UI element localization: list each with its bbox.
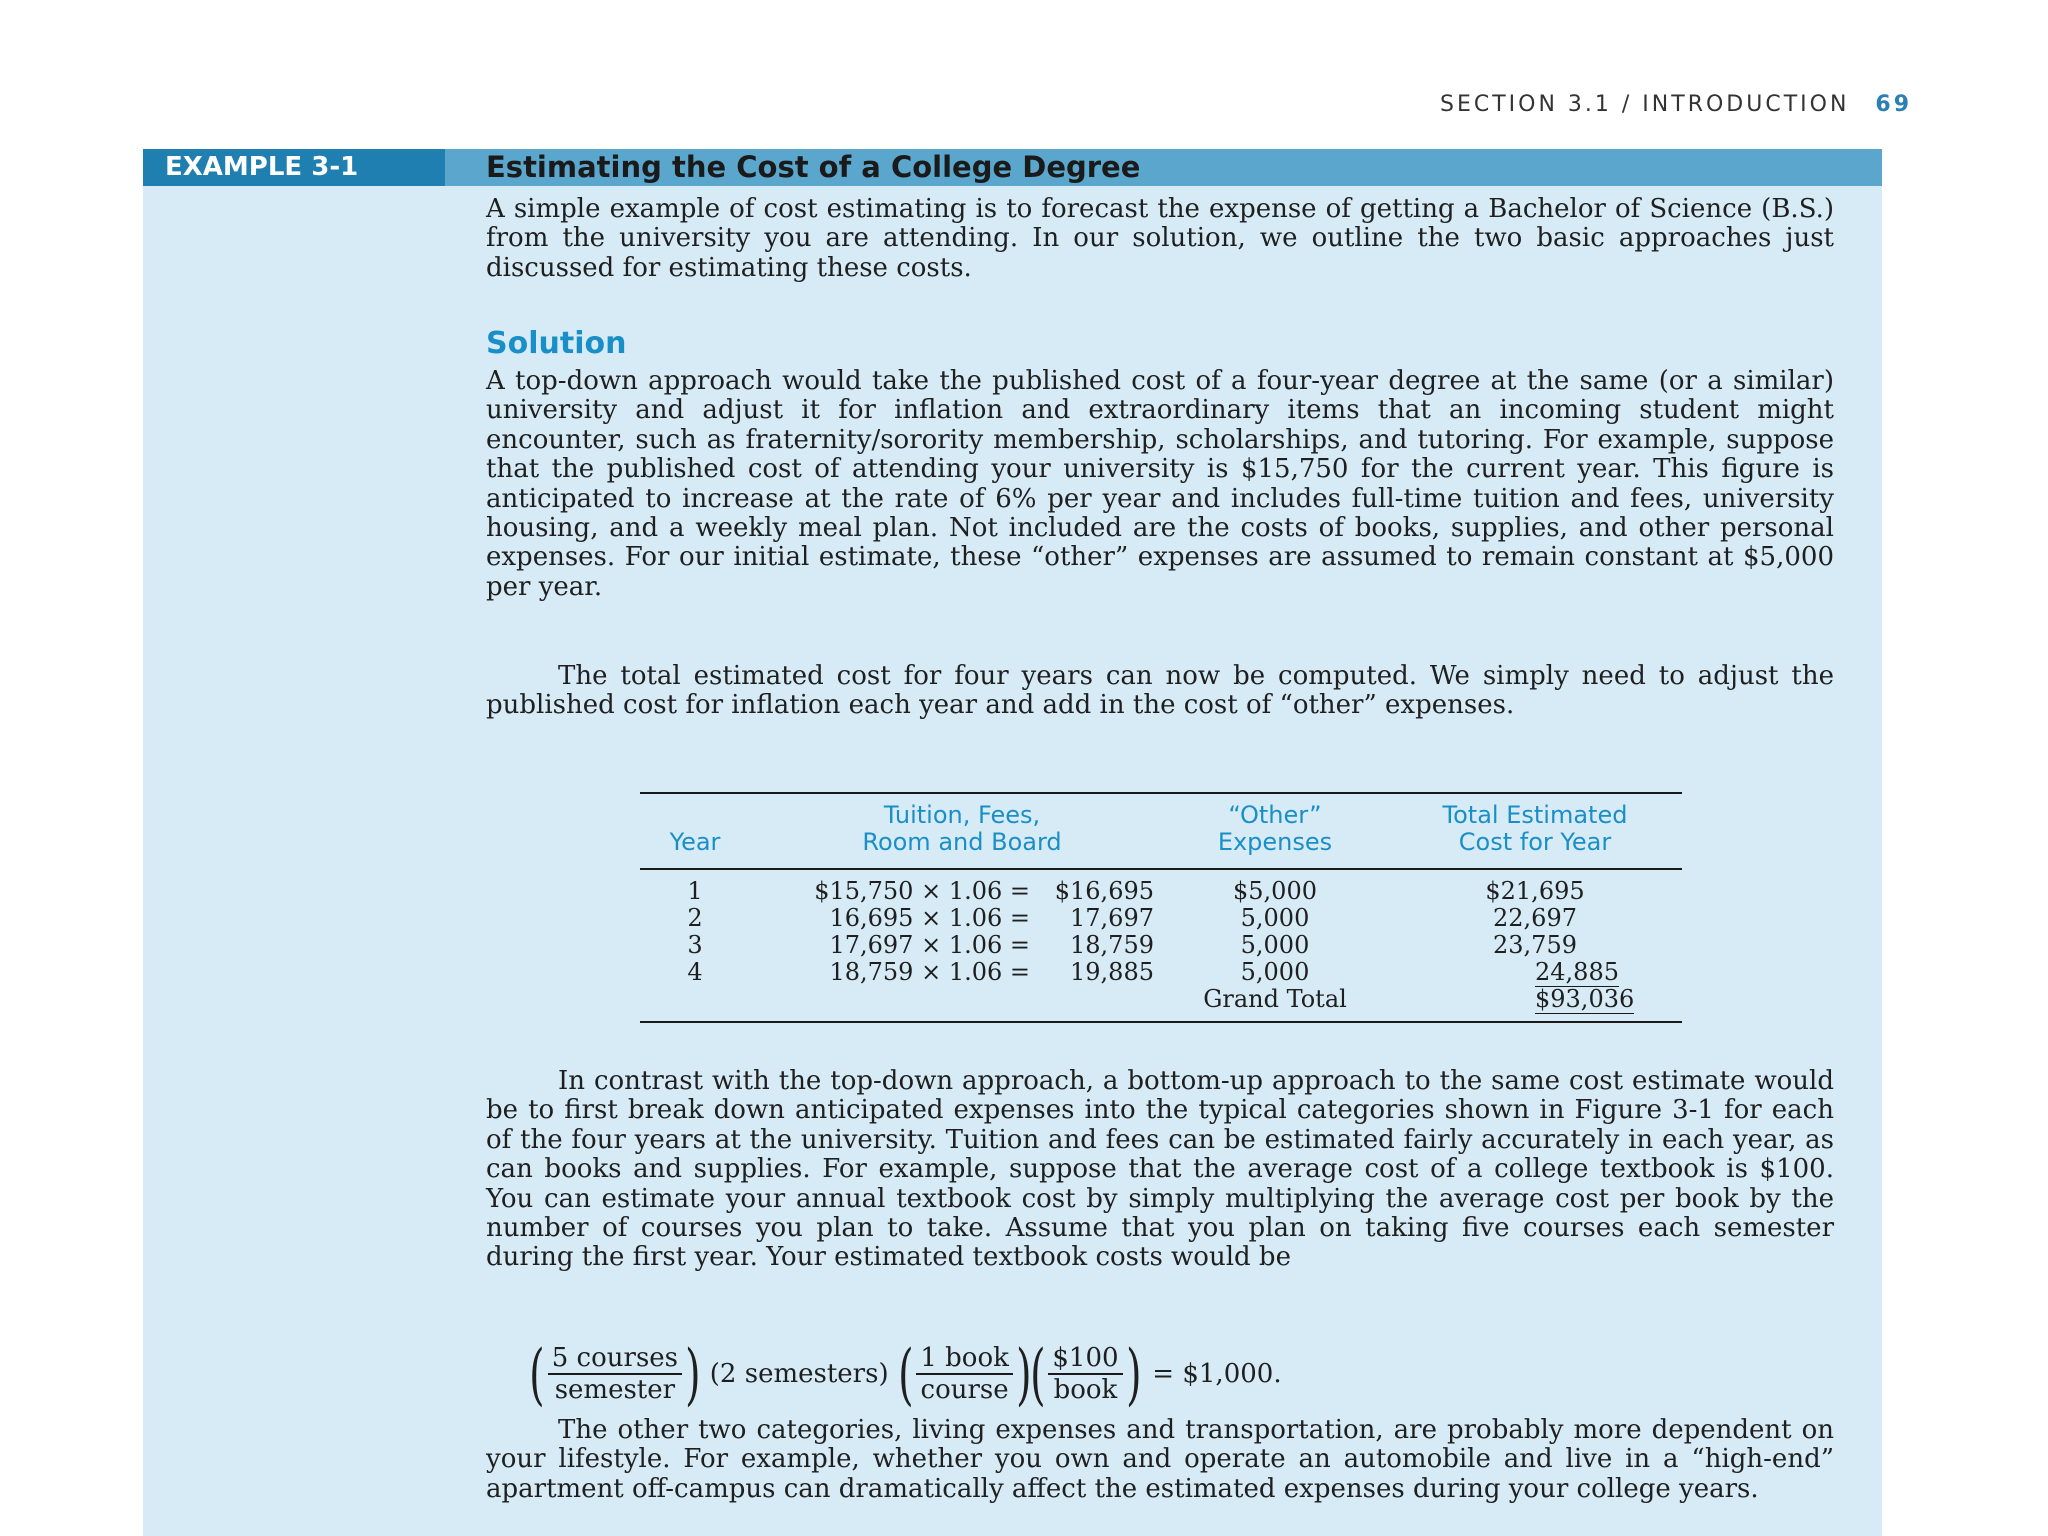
cell-calc: $15,750 × 1.06 = [814, 877, 1030, 905]
table-bottom-rule [640, 1021, 1682, 1023]
cell-calc: 16,695 × 1.06 = [829, 904, 1030, 932]
cell-other: 5,000 [1240, 931, 1310, 959]
numerator: $100 [1048, 1343, 1122, 1375]
cell-year: 2 [687, 904, 703, 932]
table-row [640, 905, 1682, 932]
running-head [1440, 92, 1913, 117]
fraction-courses [548, 1343, 682, 1405]
cell-result: 17,697 [1070, 904, 1154, 932]
cell-year: 3 [687, 931, 703, 959]
table-header [640, 794, 1682, 868]
numerator: 1 book [916, 1343, 1013, 1375]
header-other-2: Expenses [1217, 828, 1333, 856]
denominator: book [1053, 1375, 1118, 1405]
grand-total-label: Grand Total [1203, 985, 1347, 1013]
fraction-price [1048, 1343, 1122, 1405]
grand-total-row [640, 986, 1682, 1013]
numerator: 5 courses [548, 1343, 682, 1375]
example-tag: EXAMPLE 3-1 [143, 149, 445, 186]
paragraph-other-categories: The other two categories, living expenses and transportation, are probably more dependent on your lifestyle. For example, whether you own and operate an automobile and live in a “high-end” apartment off-campus can dramatically affect the estimated expenses during your college years. [486, 1415, 1834, 1504]
paren-open: ( [529, 1335, 545, 1413]
cell-result: $16,695 [1054, 877, 1154, 905]
header-tuition-2: Room and Board [862, 828, 1062, 856]
cell-total: $21,695 [1485, 877, 1585, 905]
intro-paragraph: A simple example of cost estimating is to forecast the expense of getting a Bachelor of Science (B.S.) from the university you are attending. In our solution, we outline the two basic approaches just discussed for estimating these costs. [486, 194, 1834, 283]
paragraph-top-down: A top-down approach would take the published cost of a four-year degree at the same (or a similar) university and adjust it for inflation and extraordinary items that an incoming student might encounter, such as fraternity/sorority membership, scholarships, and tutoring. For example, suppose that the published cost of attending your university is $15,750 for the current year. This figure is anticipated to increase at the rate of 6% per year and includes full-time tuition and fees, university housing, and a weekly meal plan. Not included are the costs of books, supplies, and other personal expenses. For our initial estimate, these “other” expenses are assumed to remain constant at $5,000 per year. [486, 366, 1834, 602]
header-other-1: “Other” [1228, 801, 1322, 829]
cell-year: 4 [687, 958, 703, 986]
cell-total: 23,759 [1493, 931, 1577, 959]
textbook-equation [529, 1335, 1282, 1413]
header-total-1: Total Estimated [1442, 801, 1628, 829]
equation-result: = $1,000. [1152, 1359, 1282, 1389]
paren-close: ) [685, 1335, 701, 1413]
paren-open: ( [1029, 1335, 1046, 1413]
paren-close: ) [1016, 1335, 1032, 1413]
example-title: Estimating the Cost of a College Degree [486, 150, 1141, 184]
running-head-text: SECTION 3.1 / INTRODUCTION [1440, 92, 1850, 117]
cost-table [640, 792, 1682, 1023]
paren-open: ( [897, 1335, 914, 1413]
cell-calc: 18,759 × 1.06 = [829, 958, 1030, 986]
cell-other: 5,000 [1240, 904, 1310, 932]
page-number: 69 [1875, 92, 1913, 117]
grand-total-value: $93,036 [1535, 985, 1635, 1013]
header-year: Year [669, 828, 721, 856]
header-total-2: Cost for Year [1458, 828, 1612, 856]
cell-other: 5,000 [1240, 958, 1310, 986]
paren-close: ) [1125, 1335, 1142, 1413]
solution-heading: Solution [486, 326, 627, 361]
table-row [640, 878, 1682, 905]
table-row [640, 959, 1682, 986]
cell-result: 19,885 [1070, 958, 1154, 986]
last-total-underlined: 24,885 [1535, 958, 1619, 986]
cell-calc: 17,697 × 1.06 = [829, 931, 1030, 959]
table-row [640, 932, 1682, 959]
denominator: semester [554, 1375, 676, 1405]
cell-year: 1 [687, 877, 703, 905]
equation-mid: (2 semesters) [709, 1359, 889, 1389]
header-tuition-1: Tuition, Fees, [883, 801, 1041, 829]
paragraph-bottom-up: In contrast with the top-down approach, a bottom-up approach to the same cost estimate would be to first break down anticipated expenses into the typical categories shown in Figure 3-1 for each of the four years at the university. Tuition and fees can be estimated fairly accurately in each year, as can books and supplies. For example, suppose that the average cost of a college textbook is $100. You can estimate your annual textbook cost by simply multiplying the average cost per book by the number of courses you plan to take. Assume that you plan on taking five courses each semester during the first year. Your estimated textbook costs would be [486, 1066, 1834, 1273]
cell-other: $5,000 [1233, 877, 1317, 905]
cell-result: 18,759 [1070, 931, 1154, 959]
fraction-books [916, 1343, 1013, 1405]
cell-total: 22,697 [1493, 904, 1577, 932]
denominator: course [920, 1375, 1009, 1405]
paragraph-total: The total estimated cost for four years can now be computed. We simply need to adjust the published cost for inflation each year and add in the cost of “other” expenses. [486, 661, 1834, 721]
